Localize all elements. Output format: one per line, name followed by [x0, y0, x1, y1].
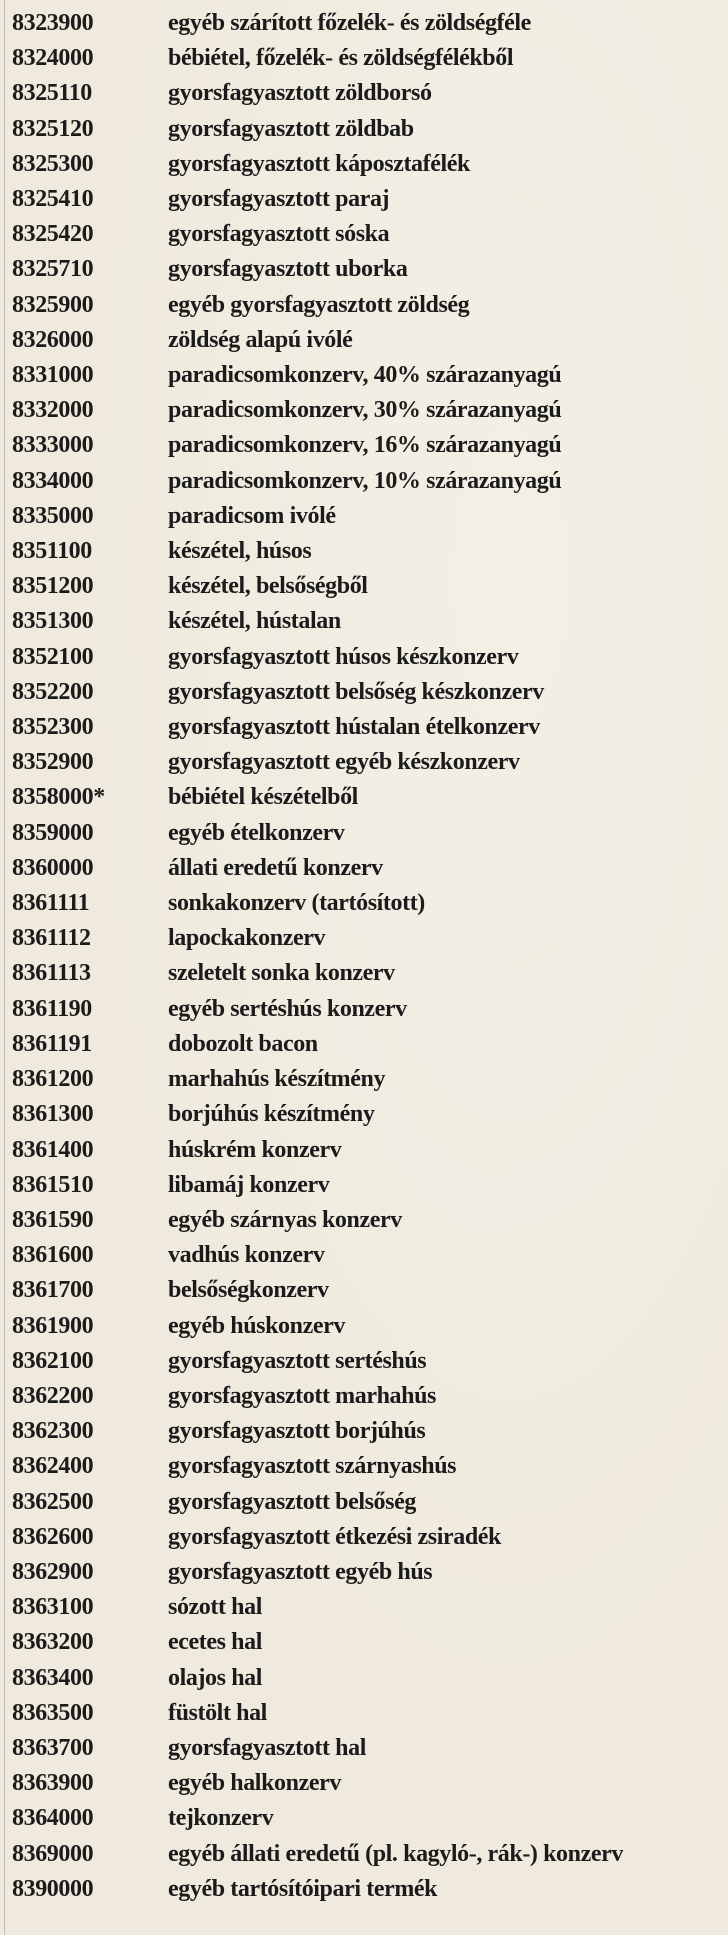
item-description: egyéb szárnyas konzerv [168, 1206, 402, 1233]
item-description: sonkakonzerv (tartósított) [168, 890, 425, 917]
item-code: 8363900 [12, 1770, 94, 1797]
list-item [10, 1238, 623, 1273]
item-description: szeletelt sonka konzerv [168, 960, 395, 987]
list-item [10, 76, 623, 111]
item-code: 8352300 [12, 714, 94, 741]
item-description: gyorsfagyasztott káposztafélék [168, 150, 470, 177]
item-code: 8361600 [12, 1242, 94, 1269]
list-item [10, 1872, 623, 1907]
item-description: egyéb szárított főzelék- és zöldségféle [168, 10, 531, 36]
list-item [10, 1097, 623, 1132]
item-code: 8361900 [12, 1312, 94, 1339]
item-code: 8361190 [12, 995, 92, 1022]
item-code: 8325120 [12, 115, 94, 142]
list-item [10, 41, 623, 76]
item-code: 8361400 [12, 1136, 94, 1163]
item-code: 8331000 [12, 362, 94, 389]
list-item [10, 640, 623, 675]
item-code: 8364000 [12, 1805, 94, 1832]
list-item [10, 534, 623, 569]
list-item [10, 499, 623, 534]
item-code: 8361191 [12, 1030, 92, 1057]
item-code: 8358000* [12, 784, 105, 811]
item-description: paradicsomkonzerv, 40% szárazanyagú [168, 362, 562, 389]
item-code: 8361510 [12, 1171, 94, 1198]
item-code: 8362500 [12, 1488, 94, 1515]
item-description: zöldség alapú ivólé [168, 326, 353, 353]
item-code: 8323900 [12, 10, 94, 36]
item-description: libamáj konzerv [168, 1171, 330, 1198]
item-code: 8362600 [12, 1523, 94, 1550]
list-item [10, 745, 623, 780]
item-description: egyéb gyorsfagyasztott zöldség [168, 291, 470, 318]
item-description: állati eredetű konzerv [168, 854, 383, 881]
list-item [10, 569, 623, 604]
item-code: 8362400 [12, 1453, 94, 1480]
item-description: gyorsfagyasztott húsos készkonzerv [168, 643, 519, 670]
item-description: paradicsomkonzerv, 30% szárazanyagú [168, 397, 562, 424]
list-item [10, 1625, 623, 1660]
list-item [10, 1273, 623, 1308]
item-code: 8362100 [12, 1347, 94, 1374]
item-code: 8351200 [12, 573, 94, 600]
item-description: gyorsfagyasztott szárnyashús [168, 1453, 457, 1480]
item-description: készétel, húsos [168, 538, 312, 565]
list-item [10, 1449, 623, 1484]
item-code: 8335000 [12, 502, 94, 529]
list-item [10, 1520, 623, 1555]
list-item [10, 1590, 623, 1625]
list-item [10, 1379, 623, 1414]
item-description: gyorsfagyasztott uborka [168, 256, 408, 283]
list-item [10, 780, 623, 815]
item-code: 8360000 [12, 854, 94, 881]
item-code: 8325300 [12, 150, 94, 177]
list-item [10, 288, 623, 323]
list-item [10, 217, 623, 252]
list-item [10, 921, 623, 956]
left-margin-rule [4, 0, 5, 1935]
list-item [10, 147, 623, 182]
item-code: 8361111 [12, 890, 90, 917]
item-description: dobozolt bacon [168, 1030, 318, 1057]
item-code: 8362200 [12, 1382, 94, 1409]
item-description: olajos hal [168, 1664, 263, 1691]
list-item [10, 428, 623, 463]
list-item [10, 956, 623, 991]
list-item [10, 464, 623, 499]
list-item [10, 393, 623, 428]
item-description: gyorsfagyasztott étkezési zsiradék [168, 1523, 501, 1550]
item-code: 8325410 [12, 186, 94, 213]
item-description: gyorsfagyasztott hústalan ételkonzerv [168, 714, 540, 741]
item-code: 8352100 [12, 643, 94, 670]
list-item [10, 1485, 623, 1520]
item-description: egyéb sertéshús konzerv [168, 995, 407, 1022]
list-item [10, 6, 623, 41]
item-code: 8334000 [12, 467, 94, 494]
item-code: 8324000 [12, 45, 94, 72]
item-description: egyéb húskonzerv [168, 1312, 345, 1339]
item-code: 8363700 [12, 1734, 94, 1761]
item-code: 8369000 [12, 1840, 94, 1867]
item-code: 8361300 [12, 1101, 94, 1128]
item-description: gyorsfagyasztott paraj [168, 186, 390, 213]
item-description: vadhús konzerv [168, 1242, 325, 1269]
item-description: lapockakonzerv [168, 925, 326, 952]
list-item [10, 1027, 623, 1062]
list-item [10, 1696, 623, 1731]
list-item [10, 851, 623, 886]
list-item [10, 1133, 623, 1168]
item-description: gyorsfagyasztott hal [168, 1734, 366, 1761]
list-item [10, 1344, 623, 1379]
item-description: gyorsfagyasztott sóska [168, 221, 390, 248]
item-code: 8351300 [12, 608, 94, 635]
item-code: 8325110 [12, 80, 92, 107]
item-description: ecetes hal [168, 1629, 262, 1656]
item-code: 8361113 [12, 960, 91, 987]
list-item [10, 1731, 623, 1766]
item-description: húskrém konzerv [168, 1136, 342, 1163]
item-code: 8351100 [12, 538, 92, 565]
item-code: 8325900 [12, 291, 94, 318]
list-item [10, 1837, 623, 1872]
list-item [10, 886, 623, 921]
item-description: gyorsfagyasztott egyéb hús [168, 1558, 433, 1585]
item-description: gyorsfagyasztott zöldbab [168, 115, 414, 142]
item-description: paradicsomkonzerv, 16% szárazanyagú [168, 432, 562, 459]
list-item [10, 992, 623, 1027]
item-description: gyorsfagyasztott zöldborsó [168, 80, 432, 107]
item-description: bébiétel készételből [168, 784, 358, 811]
list-item [10, 604, 623, 639]
item-description: marhahús készítmény [168, 1066, 386, 1093]
list-item [10, 675, 623, 710]
item-code: 8361700 [12, 1277, 94, 1304]
list-item [10, 710, 623, 745]
list-item [10, 1661, 623, 1696]
list-item [10, 182, 623, 217]
item-code: 8363400 [12, 1664, 94, 1691]
item-code: 8363200 [12, 1629, 94, 1656]
item-description: tejkonzerv [168, 1805, 274, 1832]
item-code: 8361112 [12, 925, 91, 952]
item-description: paradicsom ivólé [168, 502, 336, 529]
item-description: gyorsfagyasztott sertéshús [168, 1347, 427, 1374]
list-item [10, 1062, 623, 1097]
list-item [10, 112, 623, 147]
item-description: bébiétel, főzelék- és zöldségfélékből [168, 45, 514, 72]
item-code: 8332000 [12, 397, 94, 424]
item-description: sózott hal [168, 1594, 262, 1621]
item-code: 8352900 [12, 749, 94, 776]
item-code: 8361200 [12, 1066, 94, 1093]
item-code: 8326000 [12, 326, 94, 353]
item-code: 8362900 [12, 1558, 94, 1585]
item-description: egyéb halkonzerv [168, 1770, 341, 1797]
item-code: 8359000 [12, 819, 94, 846]
item-description: egyéb tartósítóipari termék [168, 1875, 438, 1902]
item-description: készétel, belsőségből [168, 573, 368, 600]
product-code-list [10, 6, 623, 1907]
list-item [10, 252, 623, 287]
list-item [10, 1203, 623, 1238]
item-code: 8361590 [12, 1206, 94, 1233]
list-item [10, 323, 623, 358]
item-code: 8352200 [12, 678, 94, 705]
item-description: borjúhús készítmény [168, 1101, 375, 1128]
list-item [10, 358, 623, 393]
list-item [10, 1168, 623, 1203]
item-description: egyéb ételkonzerv [168, 819, 345, 846]
item-code: 8325420 [12, 221, 94, 248]
list-item [10, 1555, 623, 1590]
list-item [10, 1309, 623, 1344]
item-description: gyorsfagyasztott borjúhús [168, 1418, 426, 1445]
list-item [10, 1414, 623, 1449]
item-code: 8362300 [12, 1418, 94, 1445]
item-description: füstölt hal [168, 1699, 267, 1726]
item-code: 8390000 [12, 1875, 94, 1902]
item-code: 8363100 [12, 1594, 94, 1621]
item-description: paradicsomkonzerv, 10% szárazanyagú [168, 467, 562, 494]
item-code: 8325710 [12, 256, 94, 283]
item-description: gyorsfagyasztott belsőség készkonzerv [168, 678, 544, 705]
list-item [10, 816, 623, 851]
item-code: 8363500 [12, 1699, 94, 1726]
item-description: készétel, hústalan [168, 608, 341, 635]
item-description: gyorsfagyasztott belsőség [168, 1488, 416, 1515]
item-description: egyéb állati eredetű (pl. kagyló-, rák-) konzerv [168, 1840, 623, 1867]
item-code: 8333000 [12, 432, 94, 459]
item-description: belsőségkonzerv [168, 1277, 329, 1304]
item-description: gyorsfagyasztott marhahús [168, 1382, 436, 1409]
list-item [10, 1766, 623, 1801]
item-description: gyorsfagyasztott egyéb készkonzerv [168, 749, 520, 776]
list-item [10, 1801, 623, 1836]
